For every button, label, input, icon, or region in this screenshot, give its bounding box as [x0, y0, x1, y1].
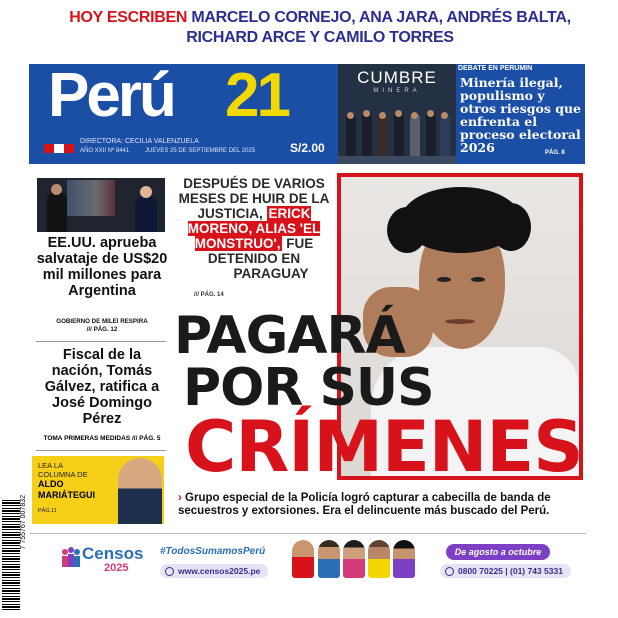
- eye: [471, 277, 485, 282]
- person-figure: [378, 114, 388, 158]
- deck-last: PARAGUAY: [233, 266, 309, 281]
- people-icon: [60, 546, 82, 568]
- website-link[interactable]: [160, 564, 268, 578]
- teaser-headline[interactable]: Minería ilegal, populismo y otros riesgos que enfrenta el proceso electoral 2026: [460, 75, 581, 155]
- mouth: [445, 319, 475, 324]
- phone-text: 0800 70225 | (01) 743 5331: [458, 566, 563, 576]
- stage: [338, 156, 456, 164]
- logo-word: Perú: [48, 61, 174, 130]
- person-head: [379, 112, 386, 119]
- census-face: [368, 540, 390, 578]
- person-head: [441, 112, 448, 119]
- story-argentina-kicker: GOBIERNO DE MILEI RESPIRA: [56, 318, 148, 325]
- hair: [387, 207, 427, 253]
- cumbre-photo: [338, 64, 456, 164]
- person-figure: [440, 114, 450, 158]
- headline-line1: PAGARÁ: [174, 306, 405, 366]
- barcode: [2, 500, 20, 610]
- censos-word: Censos: [82, 544, 144, 563]
- banner-divider: [30, 533, 586, 534]
- story-fiscal-kicker: TOMA PRIMERAS MEDIDAS /// PÁG. 5: [43, 435, 161, 442]
- main-summary: [178, 492, 588, 518]
- cumbre-photo-subtitle: MINERA: [373, 88, 421, 94]
- person-head: [411, 112, 418, 119]
- person-figure: [410, 114, 420, 158]
- phone-icon: [445, 567, 454, 576]
- globe-icon: [165, 567, 174, 576]
- columnist-lead-line2: COLUMNA DE: [38, 469, 88, 479]
- columnist-portrait: [118, 458, 162, 524]
- us-flag-icon: [67, 180, 115, 216]
- person-figure: [362, 112, 372, 158]
- website-text: www.censos2025.pe: [178, 566, 261, 576]
- hair: [491, 203, 531, 251]
- person-figure: [47, 192, 67, 232]
- census-face: [318, 540, 340, 578]
- main-deck: [177, 176, 331, 281]
- census-face: [292, 540, 314, 578]
- summary-text: Grupo especial de la Policía logró capturar a cabecilla de banda de secuestros y extorsiones. Era el delincuente más buscado del Perú.: [178, 492, 551, 517]
- columnist-lead: [38, 462, 88, 479]
- columnist-lead-line1: LEA LA: [38, 461, 64, 470]
- person-head: [427, 110, 434, 117]
- columnist-last-name: MARIÁTEGUI: [38, 490, 95, 500]
- census-face: [393, 540, 415, 578]
- peru-flag-icon: [44, 144, 74, 153]
- hashtag: #TodosSumamosPerú: [160, 546, 266, 557]
- person-head: [363, 110, 370, 117]
- deck-page: /// PÁG. 14: [194, 292, 224, 298]
- cumbre-photo-title: CUMBRE: [357, 68, 437, 87]
- phone-pill[interactable]: [440, 564, 571, 578]
- columnist-first-name: ALDO: [38, 479, 64, 489]
- teaser-page: PÁG. 8: [545, 150, 565, 156]
- story-argentina-page: /// PÁG. 12: [86, 326, 118, 333]
- issue-number: AÑO XXII Nº 8441: [80, 148, 130, 154]
- person-head: [140, 186, 152, 198]
- story-fiscal-headline[interactable]: Fiscal de la nación, Tomás Gálvez, ratifica a José Domingo Pérez: [44, 347, 160, 427]
- person-figure: [394, 112, 404, 158]
- issue-date: JUEVES 25 DE SEPTIEMBRE DEL 2025: [145, 148, 256, 154]
- person-head: [347, 112, 354, 119]
- divider: [36, 450, 166, 451]
- writers-lead: HOY ESCRIBEN: [69, 9, 188, 26]
- dates-pill: De agosto a octubre: [446, 544, 550, 560]
- person-figure: [135, 196, 157, 232]
- teaser-tag: DEBATE EN PERUMIN: [458, 65, 584, 72]
- eye: [437, 277, 451, 282]
- deck-before: DESPUÉS DE VARIOS MESES DE HUIR DE LA JUSTICIA,: [178, 176, 330, 221]
- headline-line3: CRÍMENES: [185, 406, 583, 488]
- censos-year: 2025: [104, 562, 129, 574]
- meeting-photo: [37, 178, 165, 232]
- census-face: [343, 540, 365, 578]
- deck-after: FUE DETENIDO EN: [207, 236, 314, 266]
- logo-number: 21: [225, 61, 288, 130]
- divider: [36, 341, 166, 342]
- chevron-right-icon: ›: [178, 492, 182, 504]
- writers-strip: [60, 8, 580, 48]
- price: S/2.00: [290, 141, 325, 155]
- columnist-page: PÁG.11: [38, 508, 57, 514]
- person-head: [51, 184, 62, 195]
- barcode-number: 7 755767 007832: [20, 495, 27, 550]
- person-head: [395, 110, 402, 117]
- story-argentina-headline[interactable]: EE.UU. aprueba salvataje de US$20 mil millones para Argentina: [36, 235, 168, 299]
- deck-highlight: ERICK MORENO, ALIAS 'EL MONSTRUO',: [187, 206, 321, 251]
- person-figure: [426, 112, 436, 158]
- person-figure: [346, 114, 356, 158]
- headline-line2: POR SUS: [183, 358, 434, 418]
- writers-names: MARCELO CORNEJO, ANA JARA, ANDRÉS BALTA, RICHARD ARCE Y CAMILO TORRES: [186, 9, 571, 46]
- director-line: DIRECTORA: CECILIA VALENZUELA: [80, 138, 199, 145]
